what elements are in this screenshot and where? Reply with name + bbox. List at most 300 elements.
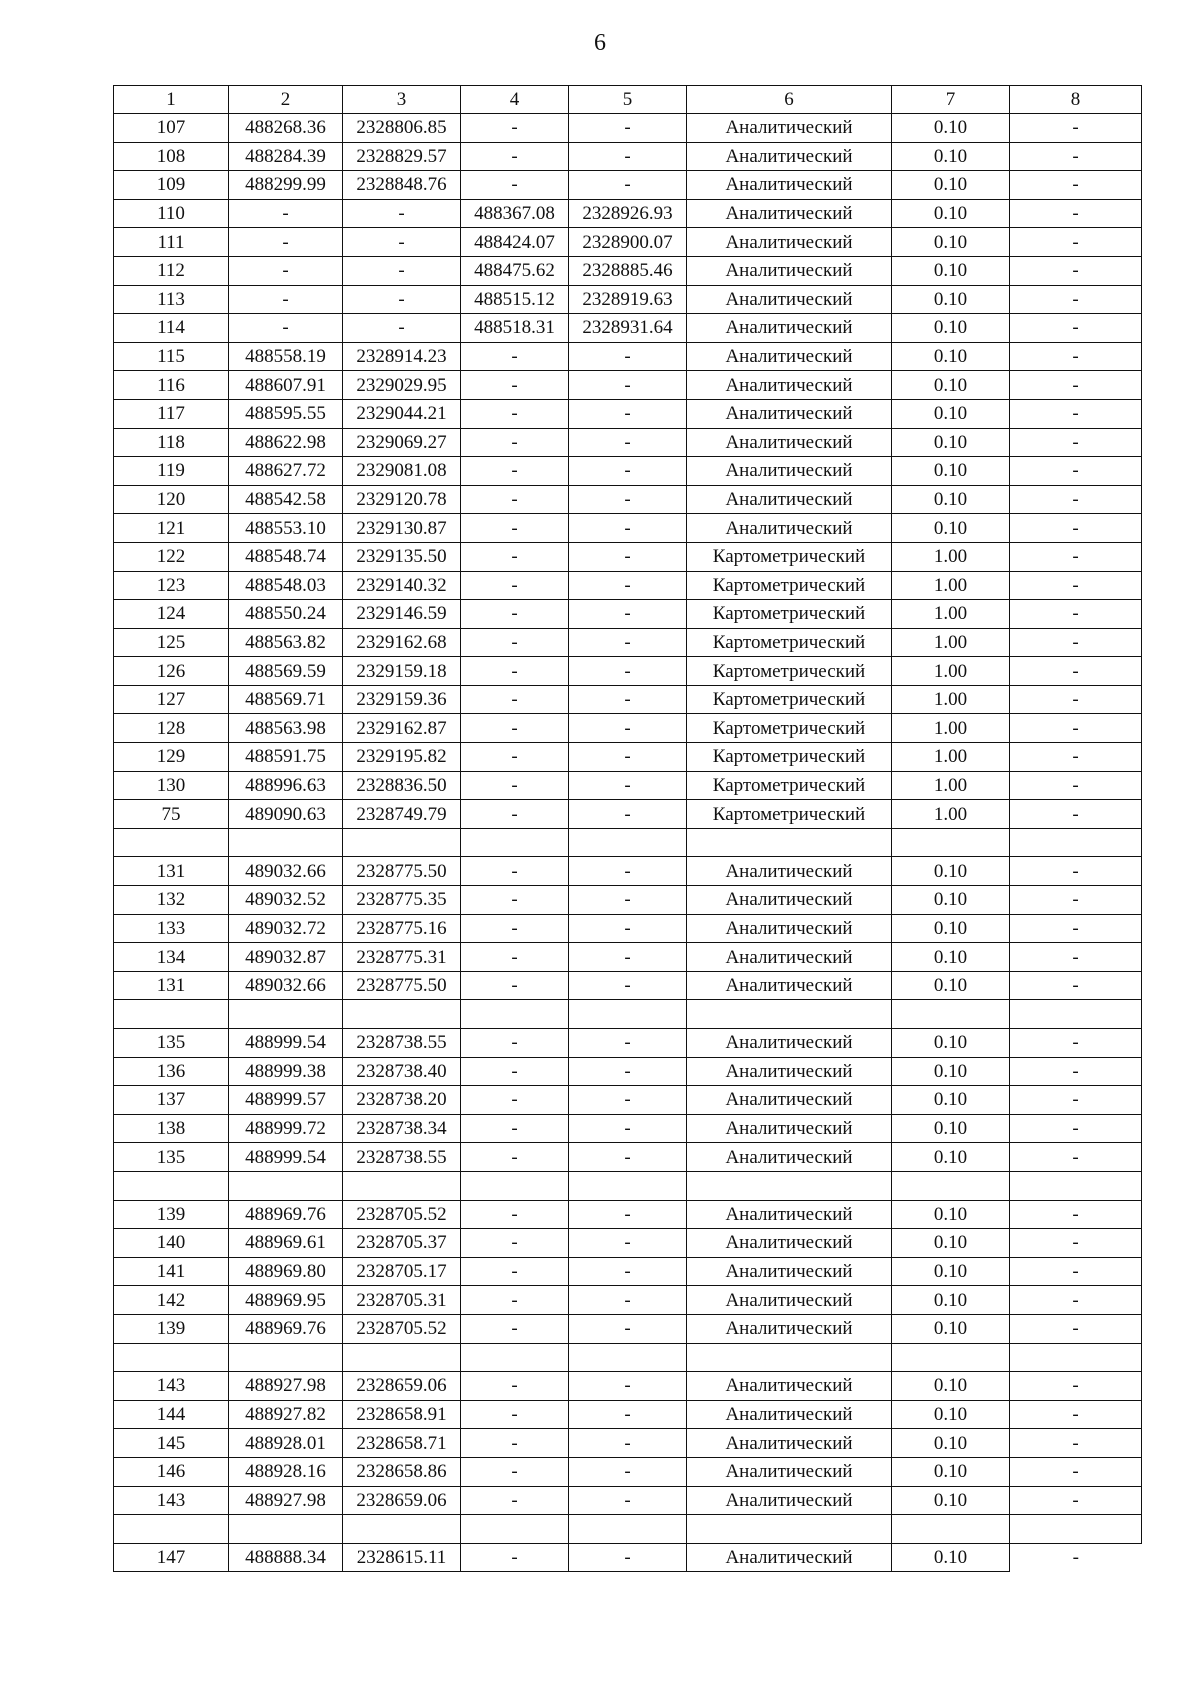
table-cell: 121 xyxy=(114,514,229,543)
separator-row xyxy=(114,1000,1142,1029)
table-cell xyxy=(1010,1000,1142,1029)
table-cell: Аналитический xyxy=(687,256,892,285)
table-cell: - xyxy=(1010,1286,1142,1315)
table-row xyxy=(114,628,1142,657)
table-cell: Аналитический xyxy=(687,514,892,543)
table-cell: - xyxy=(1010,1543,1142,1572)
table-cell: 0.10 xyxy=(892,285,1010,314)
table-cell: 134 xyxy=(114,943,229,972)
table-cell: 488927.98 xyxy=(229,1486,343,1515)
table-cell xyxy=(229,1000,343,1029)
table-cell: Аналитический xyxy=(687,342,892,371)
table-cell: 2328738.34 xyxy=(343,1114,461,1143)
table-cell: 488999.38 xyxy=(229,1057,343,1086)
table-cell: 2328900.07 xyxy=(569,228,687,257)
table-cell: 137 xyxy=(114,1086,229,1115)
table-cell: - xyxy=(461,771,569,800)
table-cell: - xyxy=(1010,342,1142,371)
table-cell: 144 xyxy=(114,1400,229,1429)
table-cell: 2328919.63 xyxy=(569,285,687,314)
table-cell: Аналитический xyxy=(687,1229,892,1258)
table-cell: 120 xyxy=(114,485,229,514)
table-row xyxy=(114,314,1142,343)
table-cell: - xyxy=(569,171,687,200)
table-row xyxy=(114,1400,1142,1429)
table-cell xyxy=(343,1343,461,1372)
table-cell: - xyxy=(569,1229,687,1258)
table-cell: - xyxy=(569,943,687,972)
table-cell: 0.10 xyxy=(892,142,1010,171)
page-number: 6 xyxy=(594,30,606,56)
separator-row xyxy=(114,1515,1142,1544)
table-cell: - xyxy=(1010,399,1142,428)
table-cell: - xyxy=(461,800,569,829)
table-cell: Аналитический xyxy=(687,371,892,400)
table-cell: 488999.72 xyxy=(229,1114,343,1143)
table-cell: - xyxy=(343,285,461,314)
table-cell: 2328705.52 xyxy=(343,1200,461,1229)
table-cell: 2328885.46 xyxy=(569,256,687,285)
table-cell: Аналитический xyxy=(687,457,892,486)
table-cell: - xyxy=(461,971,569,1000)
table-cell: 2328848.76 xyxy=(343,171,461,200)
table-cell: - xyxy=(461,142,569,171)
table-cell xyxy=(461,1000,569,1029)
table-cell: - xyxy=(1010,485,1142,514)
table-cell xyxy=(687,1343,892,1372)
table-cell: 0.10 xyxy=(892,857,1010,886)
table-cell: - xyxy=(569,514,687,543)
table-cell: 139 xyxy=(114,1200,229,1229)
table-cell: - xyxy=(569,743,687,772)
table-cell: - xyxy=(569,542,687,571)
table-cell: 488515.12 xyxy=(461,285,569,314)
table-cell: Аналитический xyxy=(687,857,892,886)
table-row xyxy=(114,771,1142,800)
table-cell: - xyxy=(569,1257,687,1286)
table-cell xyxy=(461,1343,569,1372)
table-cell: - xyxy=(461,114,569,143)
table-cell: - xyxy=(461,171,569,200)
table-cell xyxy=(343,1515,461,1544)
table-cell: - xyxy=(1010,571,1142,600)
table-cell: 2329120.78 xyxy=(343,485,461,514)
table-cell xyxy=(569,828,687,857)
table-cell: 488548.03 xyxy=(229,571,343,600)
table-cell: 2328836.50 xyxy=(343,771,461,800)
table-cell: 488888.34 xyxy=(229,1543,343,1572)
table-cell: - xyxy=(343,228,461,257)
table-cell: - xyxy=(229,199,343,228)
table-cell: - xyxy=(569,571,687,600)
table-cell: 488424.07 xyxy=(461,228,569,257)
table-cell: 0.10 xyxy=(892,914,1010,943)
table-cell: Аналитический xyxy=(687,1114,892,1143)
table-cell xyxy=(229,1515,343,1544)
table-cell: - xyxy=(569,1543,687,1572)
table-cell: - xyxy=(229,228,343,257)
table-cell: 0.10 xyxy=(892,399,1010,428)
table-cell xyxy=(569,1171,687,1200)
table-cell: 141 xyxy=(114,1257,229,1286)
table-cell: 122 xyxy=(114,542,229,571)
table-cell: 2329140.32 xyxy=(343,571,461,600)
table-cell: 0.10 xyxy=(892,943,1010,972)
table-cell xyxy=(892,1171,1010,1200)
table-cell: - xyxy=(461,571,569,600)
table-cell: 1.00 xyxy=(892,771,1010,800)
table-cell: - xyxy=(1010,914,1142,943)
table-cell: 1.00 xyxy=(892,714,1010,743)
table-cell: Картометрический xyxy=(687,628,892,657)
table-cell: 0.10 xyxy=(892,971,1010,1000)
table-row xyxy=(114,714,1142,743)
table-cell: - xyxy=(1010,743,1142,772)
table-cell: 2328705.31 xyxy=(343,1286,461,1315)
table-cell: 2328931.64 xyxy=(569,314,687,343)
table-cell: - xyxy=(569,600,687,629)
table-cell: - xyxy=(569,1314,687,1343)
table-cell: - xyxy=(569,1400,687,1429)
table-row xyxy=(114,943,1142,972)
table-cell: 2328738.55 xyxy=(343,1143,461,1172)
table-cell: 0.10 xyxy=(892,1229,1010,1258)
table-cell: 133 xyxy=(114,914,229,943)
table-cell: 1.00 xyxy=(892,743,1010,772)
table-cell: - xyxy=(461,1372,569,1401)
table-cell: 488969.61 xyxy=(229,1229,343,1258)
table-cell: - xyxy=(569,1486,687,1515)
table-cell: - xyxy=(461,685,569,714)
table-cell xyxy=(229,1343,343,1372)
table-cell: 488475.62 xyxy=(461,256,569,285)
table-cell xyxy=(892,1515,1010,1544)
table-cell: 488518.31 xyxy=(461,314,569,343)
table-cell: Картометрический xyxy=(687,743,892,772)
table-cell: 119 xyxy=(114,457,229,486)
table-cell: 2328806.85 xyxy=(343,114,461,143)
table-cell: 1.00 xyxy=(892,800,1010,829)
table-cell: 140 xyxy=(114,1229,229,1258)
table-cell: - xyxy=(461,743,569,772)
table-cell: 117 xyxy=(114,399,229,428)
table-row xyxy=(114,1372,1142,1401)
table-cell: 113 xyxy=(114,285,229,314)
table-cell: - xyxy=(569,399,687,428)
table-cell: - xyxy=(1010,1086,1142,1115)
table-cell: - xyxy=(461,399,569,428)
table-cell: 2328829.57 xyxy=(343,142,461,171)
header-row xyxy=(114,86,1142,114)
table-cell: Аналитический xyxy=(687,485,892,514)
table-cell: - xyxy=(1010,371,1142,400)
table-cell: - xyxy=(229,285,343,314)
table-row xyxy=(114,199,1142,228)
table-row xyxy=(114,800,1142,829)
table-cell: Аналитический xyxy=(687,1400,892,1429)
table-cell: Аналитический xyxy=(687,228,892,257)
table-cell: 147 xyxy=(114,1543,229,1572)
table-cell: 0.10 xyxy=(892,1486,1010,1515)
table-cell: 488969.76 xyxy=(229,1200,343,1229)
table-cell: Аналитический xyxy=(687,1086,892,1115)
table-cell: - xyxy=(343,314,461,343)
table-cell: - xyxy=(461,457,569,486)
table-cell: - xyxy=(461,857,569,886)
table-cell: 488999.54 xyxy=(229,1029,343,1058)
table-cell: Аналитический xyxy=(687,1372,892,1401)
table-row xyxy=(114,514,1142,543)
table-row xyxy=(114,1200,1142,1229)
table-cell: 0.10 xyxy=(892,1114,1010,1143)
table-cell: - xyxy=(569,1114,687,1143)
table-cell: - xyxy=(461,1486,569,1515)
table-cell: - xyxy=(569,1286,687,1315)
table-cell: - xyxy=(1010,457,1142,486)
table-row xyxy=(114,256,1142,285)
table-cell xyxy=(343,1000,461,1029)
table-cell: 0.10 xyxy=(892,371,1010,400)
table-cell: 0.10 xyxy=(892,485,1010,514)
table-cell: 127 xyxy=(114,685,229,714)
table-row xyxy=(114,600,1142,629)
table-cell: - xyxy=(1010,628,1142,657)
column-header-5: 5 xyxy=(569,86,687,114)
table-cell xyxy=(1010,1343,1142,1372)
table-cell: - xyxy=(569,457,687,486)
table-cell: - xyxy=(569,628,687,657)
table-cell: Аналитический xyxy=(687,1286,892,1315)
table-cell: 0.10 xyxy=(892,314,1010,343)
table-cell: - xyxy=(569,971,687,1000)
table-cell: Аналитический xyxy=(687,971,892,1000)
table-cell: - xyxy=(461,714,569,743)
table-cell: 2329081.08 xyxy=(343,457,461,486)
table-cell: 107 xyxy=(114,114,229,143)
table-cell: 488591.75 xyxy=(229,743,343,772)
table-cell: 0.10 xyxy=(892,428,1010,457)
table-row xyxy=(114,1286,1142,1315)
table-cell: - xyxy=(569,428,687,457)
table-cell: 0.10 xyxy=(892,514,1010,543)
table-cell: Аналитический xyxy=(687,914,892,943)
table-cell: 0.10 xyxy=(892,1400,1010,1429)
table-cell xyxy=(892,1343,1010,1372)
table-cell: 143 xyxy=(114,1372,229,1401)
table-cell xyxy=(343,1171,461,1200)
table-cell: 488927.82 xyxy=(229,1400,343,1429)
table-row xyxy=(114,485,1142,514)
table-cell: 0.10 xyxy=(892,1286,1010,1315)
table-cell: - xyxy=(461,1057,569,1086)
table-cell: 1.00 xyxy=(892,571,1010,600)
table-cell: 146 xyxy=(114,1457,229,1486)
table-cell: 0.10 xyxy=(892,1314,1010,1343)
table-cell xyxy=(114,1515,229,1544)
table-cell: 118 xyxy=(114,428,229,457)
table-row xyxy=(114,1114,1142,1143)
table-row xyxy=(114,399,1142,428)
table-cell: - xyxy=(461,485,569,514)
table-cell: 0.10 xyxy=(892,1257,1010,1286)
table-cell: 2329162.87 xyxy=(343,714,461,743)
column-header-2: 2 xyxy=(229,86,343,114)
table-cell: - xyxy=(569,1429,687,1458)
table-cell: - xyxy=(1010,428,1142,457)
table-cell: Аналитический xyxy=(687,399,892,428)
table-cell: 2329159.36 xyxy=(343,685,461,714)
table-row xyxy=(114,1029,1142,1058)
table-cell: 488268.36 xyxy=(229,114,343,143)
table-cell: 1.00 xyxy=(892,600,1010,629)
table-cell: - xyxy=(461,1457,569,1486)
table-cell: 0.10 xyxy=(892,1029,1010,1058)
table-row xyxy=(114,571,1142,600)
table-cell xyxy=(343,828,461,857)
table-cell: - xyxy=(1010,1200,1142,1229)
table-cell: - xyxy=(1010,971,1142,1000)
table-row xyxy=(114,228,1142,257)
table-cell: Картометрический xyxy=(687,685,892,714)
table-cell: 2328738.55 xyxy=(343,1029,461,1058)
table-cell: 488607.91 xyxy=(229,371,343,400)
table-cell: Аналитический xyxy=(687,886,892,915)
table-cell: - xyxy=(229,314,343,343)
table-row xyxy=(114,1429,1142,1458)
table-cell: 125 xyxy=(114,628,229,657)
table-cell: 2328705.37 xyxy=(343,1229,461,1258)
table-cell: 145 xyxy=(114,1429,229,1458)
table-cell: 488999.57 xyxy=(229,1086,343,1115)
table-cell: - xyxy=(569,657,687,686)
table-cell: - xyxy=(461,657,569,686)
table-cell: 2328775.35 xyxy=(343,886,461,915)
table-cell: - xyxy=(461,1114,569,1143)
table-cell: 114 xyxy=(114,314,229,343)
table-cell: 0.10 xyxy=(892,228,1010,257)
table-cell xyxy=(114,1000,229,1029)
table-row xyxy=(114,342,1142,371)
table-cell: 2328775.50 xyxy=(343,971,461,1000)
table-cell: 135 xyxy=(114,1029,229,1058)
table-row xyxy=(114,285,1142,314)
table-cell: 488284.39 xyxy=(229,142,343,171)
table-cell: 109 xyxy=(114,171,229,200)
table-cell: Аналитический xyxy=(687,943,892,972)
table-cell: Аналитический xyxy=(687,314,892,343)
table-cell: 129 xyxy=(114,743,229,772)
table-cell: - xyxy=(343,199,461,228)
table-row xyxy=(114,857,1142,886)
separator-row xyxy=(114,828,1142,857)
table-cell: - xyxy=(569,1143,687,1172)
table-cell: 138 xyxy=(114,1114,229,1143)
table-cell: 110 xyxy=(114,199,229,228)
table-cell: Аналитический xyxy=(687,114,892,143)
table-row xyxy=(114,428,1142,457)
table-cell: 488595.55 xyxy=(229,399,343,428)
table-cell: 2328775.16 xyxy=(343,914,461,943)
table-row xyxy=(114,1229,1142,1258)
column-header-1: 1 xyxy=(114,86,229,114)
table-row xyxy=(114,657,1142,686)
table-cell: 0.10 xyxy=(892,1086,1010,1115)
table-cell: 2328615.11 xyxy=(343,1543,461,1572)
table-row xyxy=(114,886,1142,915)
table-cell: 488969.76 xyxy=(229,1314,343,1343)
table-cell: - xyxy=(569,1200,687,1229)
table-cell: Картометрический xyxy=(687,714,892,743)
table-cell xyxy=(461,1171,569,1200)
table-cell: 0.10 xyxy=(892,342,1010,371)
table-cell: 108 xyxy=(114,142,229,171)
table-cell xyxy=(229,1171,343,1200)
table-cell: 2328659.06 xyxy=(343,1372,461,1401)
table-cell: Аналитический xyxy=(687,171,892,200)
table-cell: - xyxy=(461,1257,569,1286)
table-cell: - xyxy=(461,1029,569,1058)
table-row xyxy=(114,1257,1142,1286)
table-cell: - xyxy=(569,800,687,829)
table-row xyxy=(114,971,1142,1000)
table-cell: - xyxy=(1010,771,1142,800)
table-cell: 0.10 xyxy=(892,114,1010,143)
table-cell: 488548.74 xyxy=(229,542,343,571)
table-cell: - xyxy=(461,1229,569,1258)
table-cell: - xyxy=(461,428,569,457)
table-cell: - xyxy=(1010,1029,1142,1058)
table-cell: 2328738.40 xyxy=(343,1057,461,1086)
table-cell: - xyxy=(1010,114,1142,143)
table-cell: Аналитический xyxy=(687,1143,892,1172)
table-cell: 142 xyxy=(114,1286,229,1315)
table-cell: 488542.58 xyxy=(229,485,343,514)
table-cell: 488928.16 xyxy=(229,1457,343,1486)
table-cell: - xyxy=(569,1457,687,1486)
table-cell: 0.10 xyxy=(892,171,1010,200)
table-cell: 488999.54 xyxy=(229,1143,343,1172)
table-cell: 1.00 xyxy=(892,542,1010,571)
table-cell: - xyxy=(461,886,569,915)
table-cell: 131 xyxy=(114,857,229,886)
table-row xyxy=(114,142,1142,171)
table-cell: Аналитический xyxy=(687,285,892,314)
table-row xyxy=(114,1314,1142,1343)
table-cell: 488553.10 xyxy=(229,514,343,543)
table-cell: 143 xyxy=(114,1486,229,1515)
table-cell xyxy=(461,1515,569,1544)
table-cell xyxy=(569,1000,687,1029)
table-cell xyxy=(569,1343,687,1372)
separator-row xyxy=(114,1171,1142,1200)
table-cell: - xyxy=(569,914,687,943)
table-cell: Картометрический xyxy=(687,571,892,600)
table-row xyxy=(114,1543,1142,1572)
table-cell: Картометрический xyxy=(687,542,892,571)
table-cell: 75 xyxy=(114,800,229,829)
table-cell: - xyxy=(1010,514,1142,543)
table-cell: 0.10 xyxy=(892,1143,1010,1172)
table-cell: 0.10 xyxy=(892,886,1010,915)
table-cell: 0.10 xyxy=(892,199,1010,228)
table-cell xyxy=(114,1171,229,1200)
table-cell: - xyxy=(461,1429,569,1458)
table-cell: 132 xyxy=(114,886,229,915)
table-cell: - xyxy=(1010,142,1142,171)
table-cell: 2329146.59 xyxy=(343,600,461,629)
table-cell: - xyxy=(569,114,687,143)
table-cell: 488996.63 xyxy=(229,771,343,800)
